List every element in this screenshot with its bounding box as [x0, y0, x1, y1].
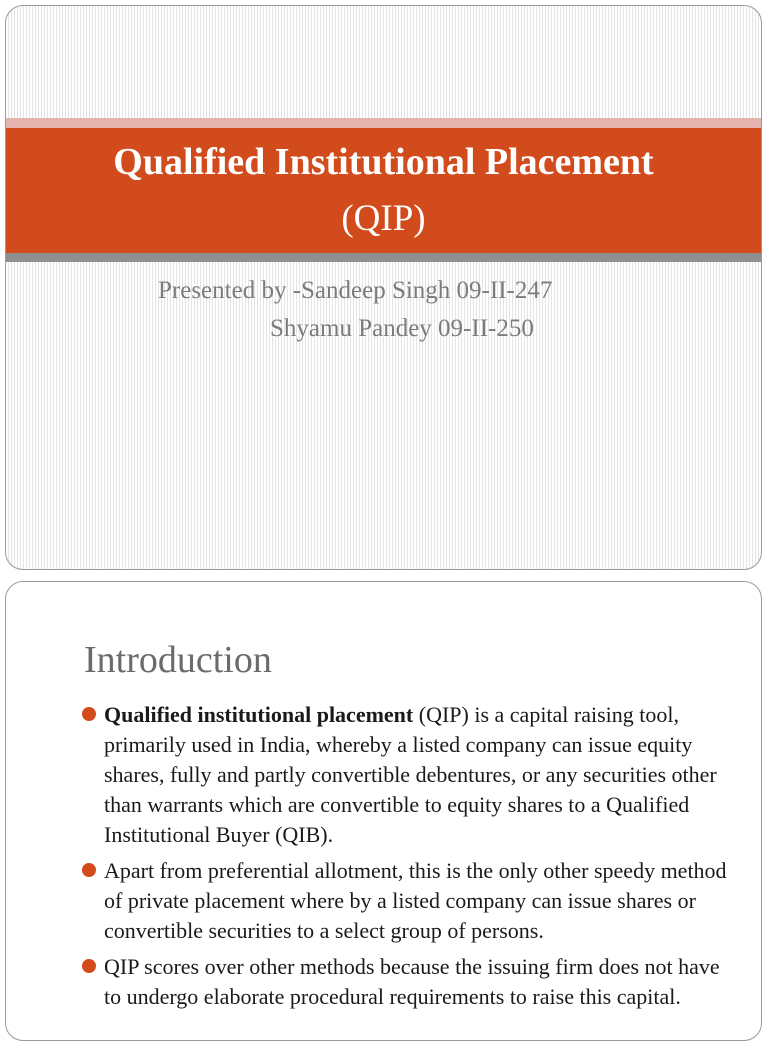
bullet-dot-icon — [82, 959, 96, 973]
bullet-item — [78, 700, 738, 850]
slide-heading: Introduction — [84, 639, 272, 681]
bullet-text: (QIP) is a capital raising tool, primarily used in India, whereby a listed company can issue equity shares, fully and partly convertible debentures, or any securities other than warrants which are convertible to equity shares to a Qualified Institutional Buyer (QIB). — [104, 702, 717, 847]
bullet-list — [78, 700, 738, 1018]
bullet-dot-icon — [82, 863, 96, 877]
bullet-item — [78, 856, 738, 946]
title-slide — [5, 5, 762, 570]
bullet-dot-icon — [82, 707, 96, 721]
bullet-lead-text: Qualified institutional placement — [104, 702, 414, 727]
presenter-line-1: Presented by -Sandeep Singh 09-II-247 — [158, 277, 553, 304]
title-bottom-band — [6, 253, 761, 262]
slide-title-line2: (QIP) — [341, 198, 426, 239]
slide-title-line1: Qualified Institutional Placement — [113, 141, 654, 183]
bullet-text: QIP scores over other methods because the issuing firm does not have to undergo elaborate procedural requirements to raise this capital. — [104, 954, 720, 1009]
presenter-line-2: Shyamu Pandey 09-II-250 — [270, 315, 534, 342]
bullet-item — [78, 952, 738, 1012]
introduction-slide — [5, 581, 762, 1041]
bullet-text: Apart from preferential allotment, this is the only other speedy method of private placement where by a listed company can issue shares or convertible securities to a select group of persons. — [104, 858, 727, 943]
title-top-accent-band — [6, 118, 761, 128]
